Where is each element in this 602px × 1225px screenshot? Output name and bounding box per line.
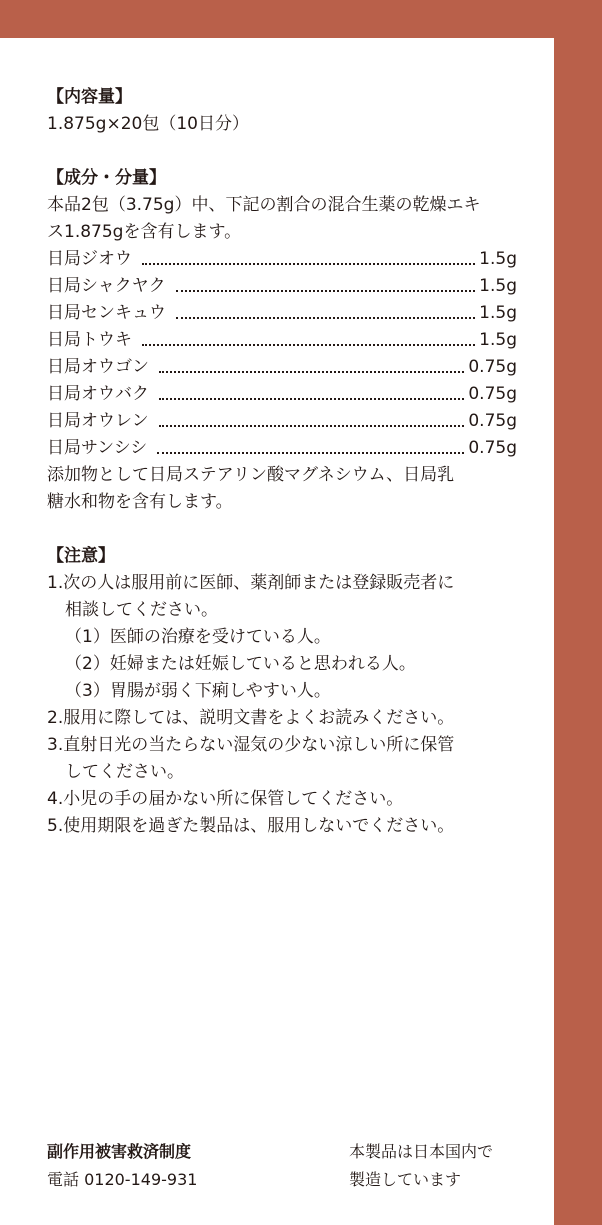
caution-item: 1.次の人は服用前に医師、薬剤師または登録販売者に — [47, 573, 455, 593]
ingredient-row — [47, 300, 517, 327]
dot-leader — [176, 317, 475, 319]
dot-leader — [142, 263, 475, 265]
ingredients-intro: 本品2包（3.75g）中、下記の割合の混合生薬の乾燥エキ — [47, 195, 481, 215]
ingredient-name: 日局センキュウ — [47, 303, 166, 323]
ingredient-amount: 1.5g — [479, 249, 517, 269]
caution-item: 3.直射日光の当たらない湿気の少ない涼しい所に保管 — [47, 735, 455, 755]
additives-text: 糖水和物を含有します。 — [47, 492, 233, 512]
caution-item-continued: 相談してください。 — [65, 600, 218, 620]
ingredient-name: 日局オウレン — [47, 411, 149, 431]
ingredient-amount: 1.5g — [479, 330, 517, 350]
ingredient-row — [47, 435, 517, 462]
ingredient-name: 日局シャクヤク — [47, 276, 166, 296]
dot-leader — [157, 452, 464, 454]
ingredient-row — [47, 354, 517, 381]
ingredient-name: 日局オウバク — [47, 384, 149, 404]
made-in-japan-note — [349, 1138, 493, 1194]
dot-leader — [159, 371, 464, 373]
dot-leader — [142, 344, 475, 346]
relief-phone: 電話 0120-149-931 — [47, 1170, 198, 1189]
caution-item-continued: してください。 — [65, 762, 184, 782]
additives-text: 添加物として日局ステアリン酸マグネシウム、日局乳 — [47, 465, 455, 485]
relief-system-title: 副作用被害救済制度 — [47, 1142, 192, 1161]
label-panel — [0, 38, 554, 1225]
cautions-heading: 【注意】 — [47, 546, 115, 566]
made-in-line: 製造しています — [349, 1170, 462, 1189]
made-in-line: 本製品は日本国内で — [349, 1142, 494, 1161]
contents-value: 1.875g×20包（10日分） — [47, 114, 249, 134]
dot-leader — [159, 425, 465, 427]
ingredients-heading: 【成分・分量】 — [47, 168, 166, 188]
ingredient-amount: 1.5g — [479, 303, 517, 323]
caution-subitem: （1）医師の治療を受けている人。 — [65, 627, 331, 647]
ingredient-row — [47, 408, 517, 435]
ingredient-row — [47, 381, 517, 408]
caution-item: 4.小児の手の届かない所に保管してください。 — [47, 789, 404, 809]
ingredient-row — [47, 327, 517, 354]
ingredient-amount: 1.5g — [479, 276, 517, 296]
relief-system-info — [47, 1138, 197, 1194]
ingredient-name: 日局ジオウ — [47, 249, 132, 269]
ingredient-name: 日局オウゴン — [47, 357, 149, 377]
ingredient-amount: 0.75g — [468, 384, 517, 404]
caution-item: 5.使用期限を過ぎた製品は、服用しないでください。 — [47, 816, 455, 836]
ingredient-amount: 0.75g — [468, 411, 517, 431]
caution-item: 2.服用に際しては、説明文書をよくお読みください。 — [47, 708, 455, 728]
ingredient-row — [47, 246, 517, 273]
label-content — [47, 84, 517, 840]
dot-leader — [159, 398, 464, 400]
ingredient-name: 日局トウキ — [47, 330, 132, 350]
ingredient-row — [47, 273, 517, 300]
caution-subitem: （2）妊婦または妊娠していると思われる人。 — [65, 654, 416, 674]
ingredient-amount: 0.75g — [468, 357, 517, 377]
contents-heading: 【内容量】 — [47, 87, 132, 107]
caution-subitem: （3）胃腸が弱く下痢しやすい人。 — [65, 681, 331, 701]
ingredients-intro: ス1.875gを含有します。 — [47, 222, 242, 242]
dot-leader — [176, 290, 476, 292]
ingredient-amount: 0.75g — [468, 438, 517, 458]
ingredient-name: 日局サンシシ — [47, 438, 148, 458]
